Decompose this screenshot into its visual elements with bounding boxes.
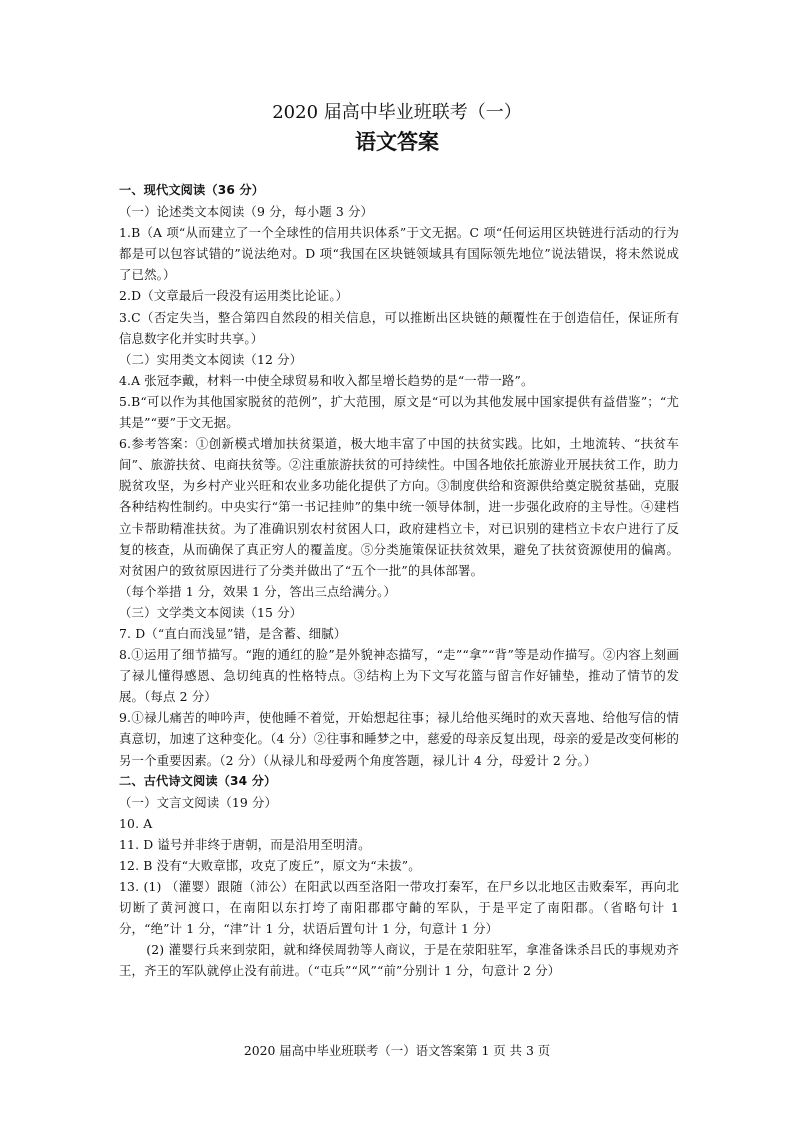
answer-item: 13. (1) （灌婴）跟随（沛公）在阳武以西至洛阳一带攻打秦军，在尸乡以北地区击败秦军，再向北切断了黄河渡口，在南阳以东打垮了南阳郡郡守齮的军队，于是平定了南阳郡。（省略句计 1 分，“绝”计 1 分，“津”计 1 分，状语后置句计 1 分，句意计 1 分）	[119, 879, 679, 937]
section-heading: 二、古代诗文阅读（34 分）	[119, 773, 277, 788]
answer-item: 6.参考答案：①创新模式增加扶贫渠道，极大地丰富了中国的扶贫实践。比如，土地流转、“扶贫车间”、旅游扶贫、电商扶贫等。②注重旅游扶贫的可持续性。中国各地依托旅游业开展扶贫工作，助力脱贫攻坚，为乡村产业兴旺和农业多功能化提供了方向。③制度供给和资源供给奠定脱贫基础，克服各种结构性制约。中央实行“第一书记挂帅”的集中统一领导体制，进一步强化政府的主导性。④建档立卡帮助精准扶贫。为了准确识别农村贫困人口，政府建档立卡，对已识别的建档立卡农户进行了反复的核查，从而确保了真正穷人的覆盖度。⑤分类施策保证扶贫效果，避免了扶贫资源使用的偏离。对贫困户的致贫原因进行了分类并做出了“五个一批”的具体部署。	[119, 436, 679, 578]
answer-item: 12. B 没有“大败章邯，攻克了废丘”，原文为“未拔”。	[119, 858, 421, 873]
answer-item: (2) 灌婴行兵来到荥阳，就和绛侯周勃等人商议，于是在荥阳驻军，拿准备诛杀吕氏的事规劝齐王，齐王的军队就停止没有前进。（“屯兵”“风”“前”分别计 1 分，句意计 2 分）	[119, 942, 679, 979]
answer-item: 8.①运用了细节描写。“跑的通红的脸”是外貌神态描写，“走”“拿”“背”等是动作描写。②内容上刻画了禄儿懂得感恩、急切纯真的性格特点。③结构上为下文写花篮与留言作好铺垫，推动了情节的发展。（每点 2 分）	[119, 647, 679, 705]
document-subtitle: 语文答案	[355, 129, 439, 154]
page-footer: 2020 届高中毕业班联考（一）语文答案第 1 页 共 3 页	[243, 1043, 551, 1058]
answer-item: 5.B“可以作为其他国家脱贫的范例”，扩大范围，原文是“可以为其他发展中国家提供有益借鉴”；“尤其是”“要”于文无据。	[119, 393, 679, 431]
answer-item: 2.D（文章最后一段没有运用类比论证。）	[119, 288, 349, 304]
answer-item: 9.①禄儿痛苦的呻吟声，使他睡不着觉，开始想起往事；禄儿给他买绳时的欢天喜地、给他写信的情真意切，加速了这种变化。（4 分）②往事和睡梦之中，慈爱的母亲反复出现，母亲的爱是改变何彬的另一个重要因素。（2 分）（从禄儿和母爱两个角度答题，禄儿计 4 分，母爱计 2 分。）	[119, 710, 679, 768]
section-heading: 一、现代文阅读（36 分）	[119, 183, 265, 197]
answer-item: 11. D 谥号并非终于唐朝，而是沿用至明清。	[119, 836, 371, 852]
answer-item: 4.A 张冠李戴，材料一中使全球贸易和收入都呈增长趋势的是“一带一路”。	[119, 372, 534, 388]
subsection-heading: （三）文学类文本阅读（15 分）	[119, 604, 303, 620]
scoring-note: （每个举措 1 分，效果 1 分，答出三点给满分。）	[119, 583, 397, 599]
exam-title: 2020 届高中毕业班联考（一）	[272, 102, 522, 123]
answer-body	[119, 180, 679, 982]
answer-item: 1.B（A 项“从而建立了一个全球性的信用共识体系”于文无据。C 项“任何运用区块链进行活动的行为都是可以包容试错的”说法绝对。D 项“我国在区块链领域具有国际领先地位”说法错误，将未然说成了已然。）	[119, 225, 679, 283]
answer-item: 10. A	[119, 815, 153, 831]
subsection-heading: （二）实用类文本阅读（12 分）	[119, 351, 303, 367]
answer-item: 3.C（否定失当，整合第四自然段的相关信息，可以推断出区块链的颠覆性在于创造信任，保证所有信息数字化并实时共享。）	[119, 309, 679, 346]
subsection-heading: （一）文言文阅读（19 分）	[119, 794, 278, 810]
answer-item: 7. D（“直白而浅显”错，是含蓄、细腻）	[119, 625, 347, 641]
subsection-heading: （一）论述类文本阅读（9 分，每小题 3 分）	[119, 204, 374, 220]
